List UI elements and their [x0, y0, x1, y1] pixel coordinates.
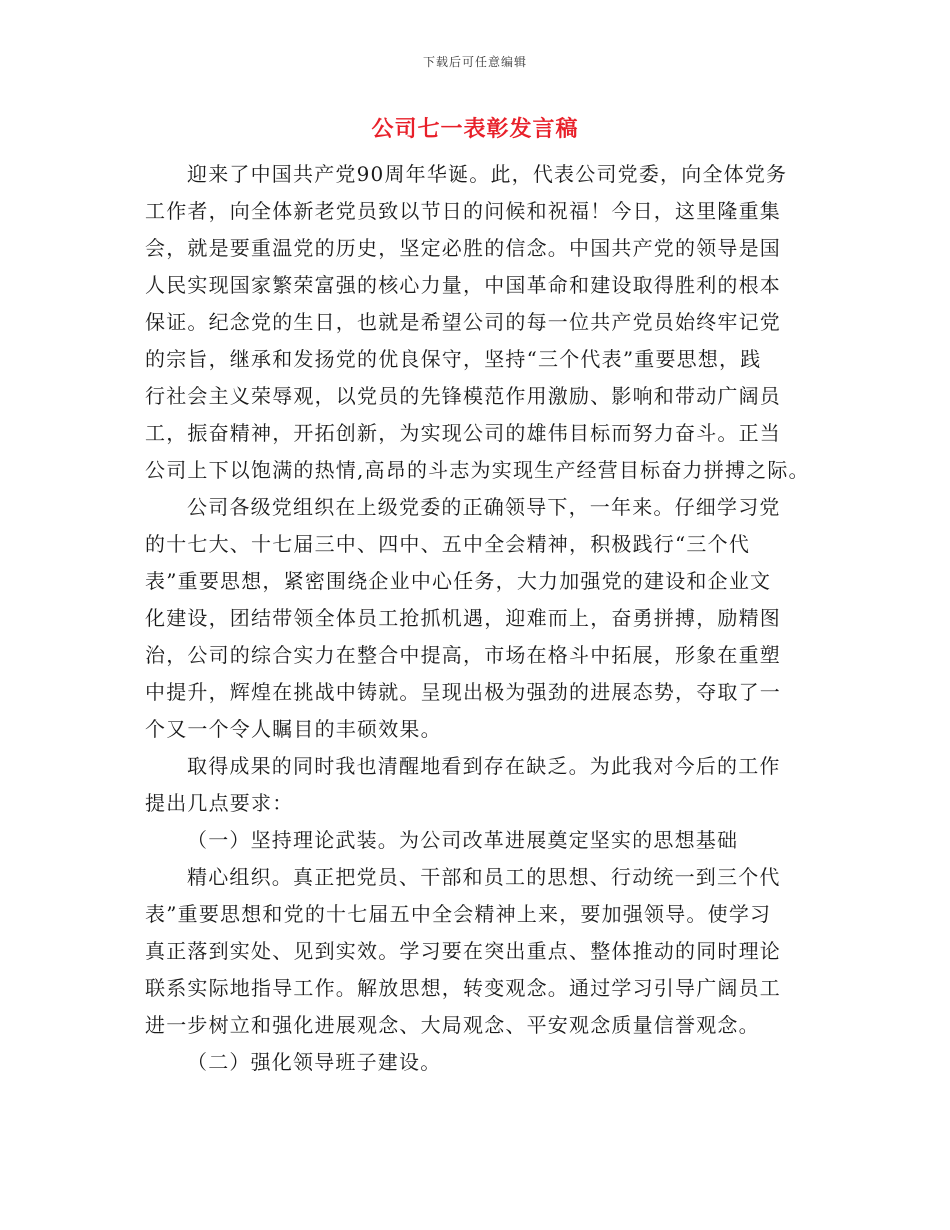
body-text-line: 工作者，向全体新老党员致以节日的问候和祝福！今日，这里隆重集 [145, 199, 781, 223]
document-title: 公司七一表彰发言稿 [371, 116, 579, 142]
body-text-line: 个又一个令人瞩目的丰硕效果。 [145, 717, 442, 741]
body-text-line: 进一步树立和强化进展观念、大局观念、平安观念质量信誉观念。 [145, 1013, 760, 1037]
body-text-line: 的宗旨，继承和发扬党的优良保守，坚持“三个代表”重要思想，践 [145, 347, 762, 371]
body-text-line: 治，公司的综合实力在整合中提高，市场在格斗中拓展，形象在重塑 [145, 643, 781, 667]
body-text-line: 公司各级党组织在上级党委的正确领导下，一年来。仔细学习党 [187, 495, 781, 519]
body-text-line: 行社会主义荣辱观，以党员的先锋模范作用激励、影响和带动广阔员 [145, 384, 781, 408]
body-text-line: 的十七大、十七届三中、四中、五中全会精神，积极践行“三个代 [145, 532, 751, 556]
body-text-line: （二）强化领导班子建设。 [187, 1050, 442, 1074]
body-text-line: 取得成果的同时我也清醒地看到存在缺乏。为此我对今后的工作 [187, 754, 781, 778]
body-text-line: 会，就是要重温党的历史，坚定必胜的信念。中国共产党的领导是国 [145, 236, 781, 260]
body-text-line: （一）坚持理论武装。为公司改革进展奠定坚实的思想基础 [187, 828, 739, 852]
body-text-line: 表”重要思想和党的十七届五中全会精神上来，要加强领导。使学习 [145, 902, 772, 926]
body-text-line: 化建设，团结带领全体员工抢抓机遇，迎难而上，奋勇拼搏，励精图 [145, 606, 781, 630]
body-text-line: 人民实现国家繁荣富强的核心力量，中国革命和建设取得胜利的根本 [145, 273, 781, 297]
body-text-line: 提出几点要求： [145, 791, 294, 815]
body-text-line: 中提升，辉煌在挑战中铸就。呈现出极为强劲的进展态势，夺取了一 [145, 680, 781, 704]
body-text-line: 保证。纪念党的生日，也就是希望公司的每一位共产党员始终牢记党 [145, 310, 781, 334]
body-text-line: 精心组织。真正把党员、干部和员工的思想、行动统一到三个代 [187, 865, 781, 889]
body-text-line: 迎来了中国共产党90周年华诞。此，代表公司党委，向全体党务 [187, 162, 788, 186]
body-text-line: 联系实际地指导工作。解放思想，转变观念。通过学习引导广阔员工 [145, 976, 781, 1000]
body-text-line: 真正落到实处、见到实效。学习要在突出重点、整体推动的同时理论 [145, 939, 781, 963]
body-text-line: 表”重要思想，紧密围绕企业中心任务，大力加强党的建设和企业文 [145, 569, 772, 593]
document-body [145, 156, 825, 1081]
body-text-line: 公司上下以饱满的热情,高昂的斗志为实现生产经营目标奋力拼搏之际。 [145, 458, 810, 482]
page-header-note: 下载后可任意编辑 [422, 55, 527, 69]
body-text-line: 工，振奋精神，开拓创新，为实现公司的雄伟目标而努力奋斗。正当 [145, 421, 781, 445]
